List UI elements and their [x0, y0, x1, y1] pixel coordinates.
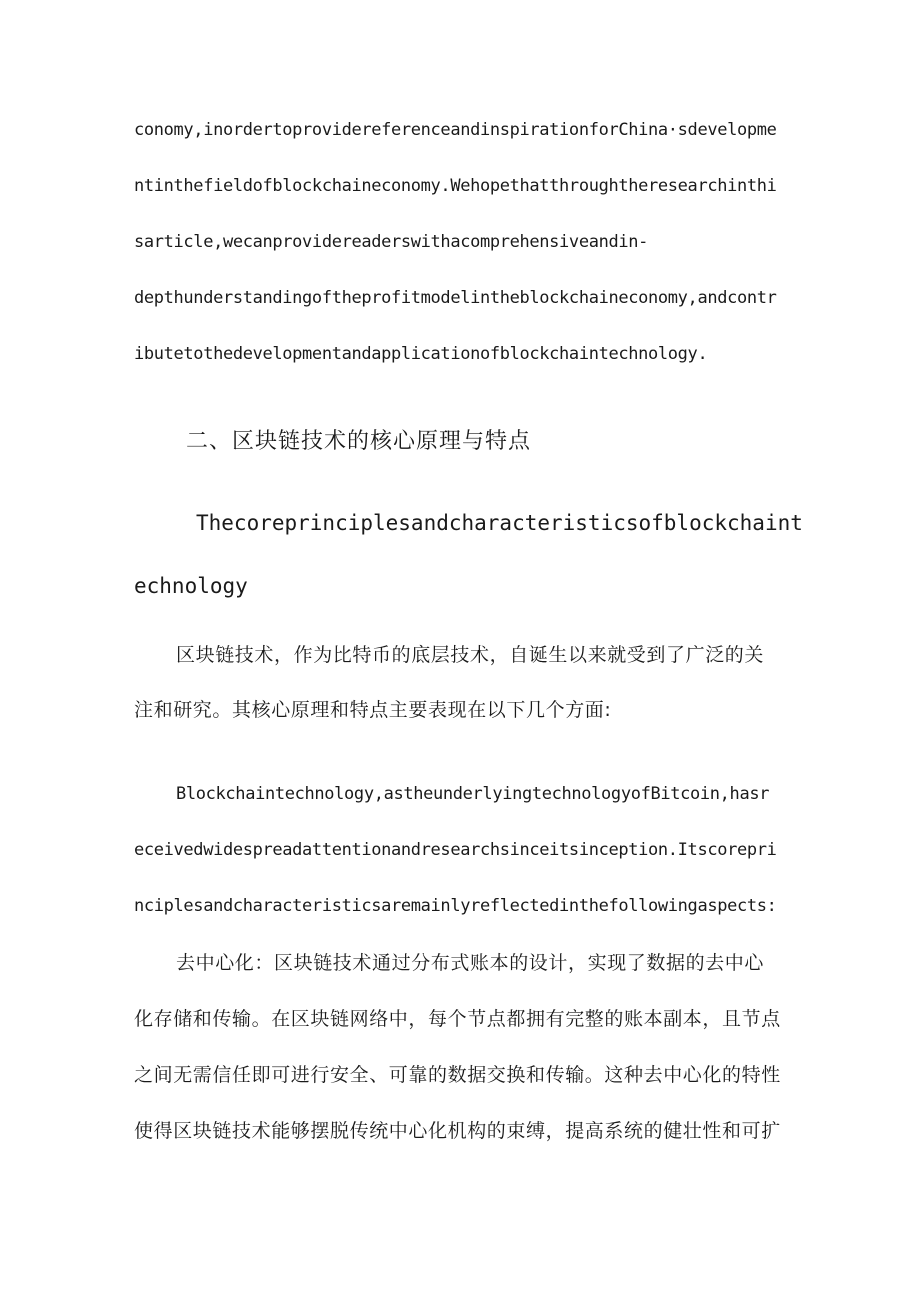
section-heading-en-line-1: Thecoreprinciplesandcharacteristicsofblockchaint [196, 511, 803, 535]
para-cn-1-line-2: 注和研究。其核心原理和特点主要表现在以下几个方面: [134, 699, 612, 721]
para-cn-2-line-2: 化存储和传输。在区块链网络中，每个节点都拥有完整的账本副本，且节点 [134, 1008, 781, 1030]
para-cn-2-line-1: 去中心化：区块链技术通过分布式账本的设计，实现了数据的去中心 [176, 952, 765, 974]
intro-en-line-1: conomy,inordertoprovidereferenceandinspirationforChina·sdevelopme [134, 120, 777, 140]
para-cn-2-line-4: 使得区块链技术能够摆脱传统中心化机构的束缚，提高系统的健壮性和可扩 [134, 1120, 781, 1142]
para-en-1-line-2: eceivedwidespreadattentionandresearchsinceitsinception.Itscorepri [134, 840, 777, 860]
para-en-1-line-1: Blockchaintechnology,astheunderlyingtechnologyofBitcoin,hasr [176, 784, 770, 804]
para-cn-2-line-3: 之间无需信任即可进行安全、可靠的数据交换和传输。这种去中心化的特性 [134, 1064, 781, 1086]
intro-en-line-4: depthunderstandingoftheprofitmodelintheblockchaineconomy,andcontr [134, 288, 777, 308]
section-heading: 二、区块链技术的核心原理与特点 [186, 429, 532, 454]
intro-en-line-5: ibutetothedevelopmentandapplicationofblockchaintechnology. [134, 344, 708, 364]
section-heading-en-line-2: echnology [134, 574, 248, 598]
intro-en-line-3: sarticle,wecanprovidereaderswithacomprehensiveandin- [134, 232, 649, 252]
para-en-1-line-3: nciplesandcharacteristicsaremainlyreflectedinthefollowingaspects: [134, 896, 777, 916]
para-cn-1-line-1: 区块链技术，作为比特币的底层技术，自诞生以来就受到了广泛的关 [176, 644, 765, 666]
intro-en-line-2: ntinthefieldofblockchaineconomy.Wehopethatthroughtheresearchinthi [134, 176, 777, 196]
